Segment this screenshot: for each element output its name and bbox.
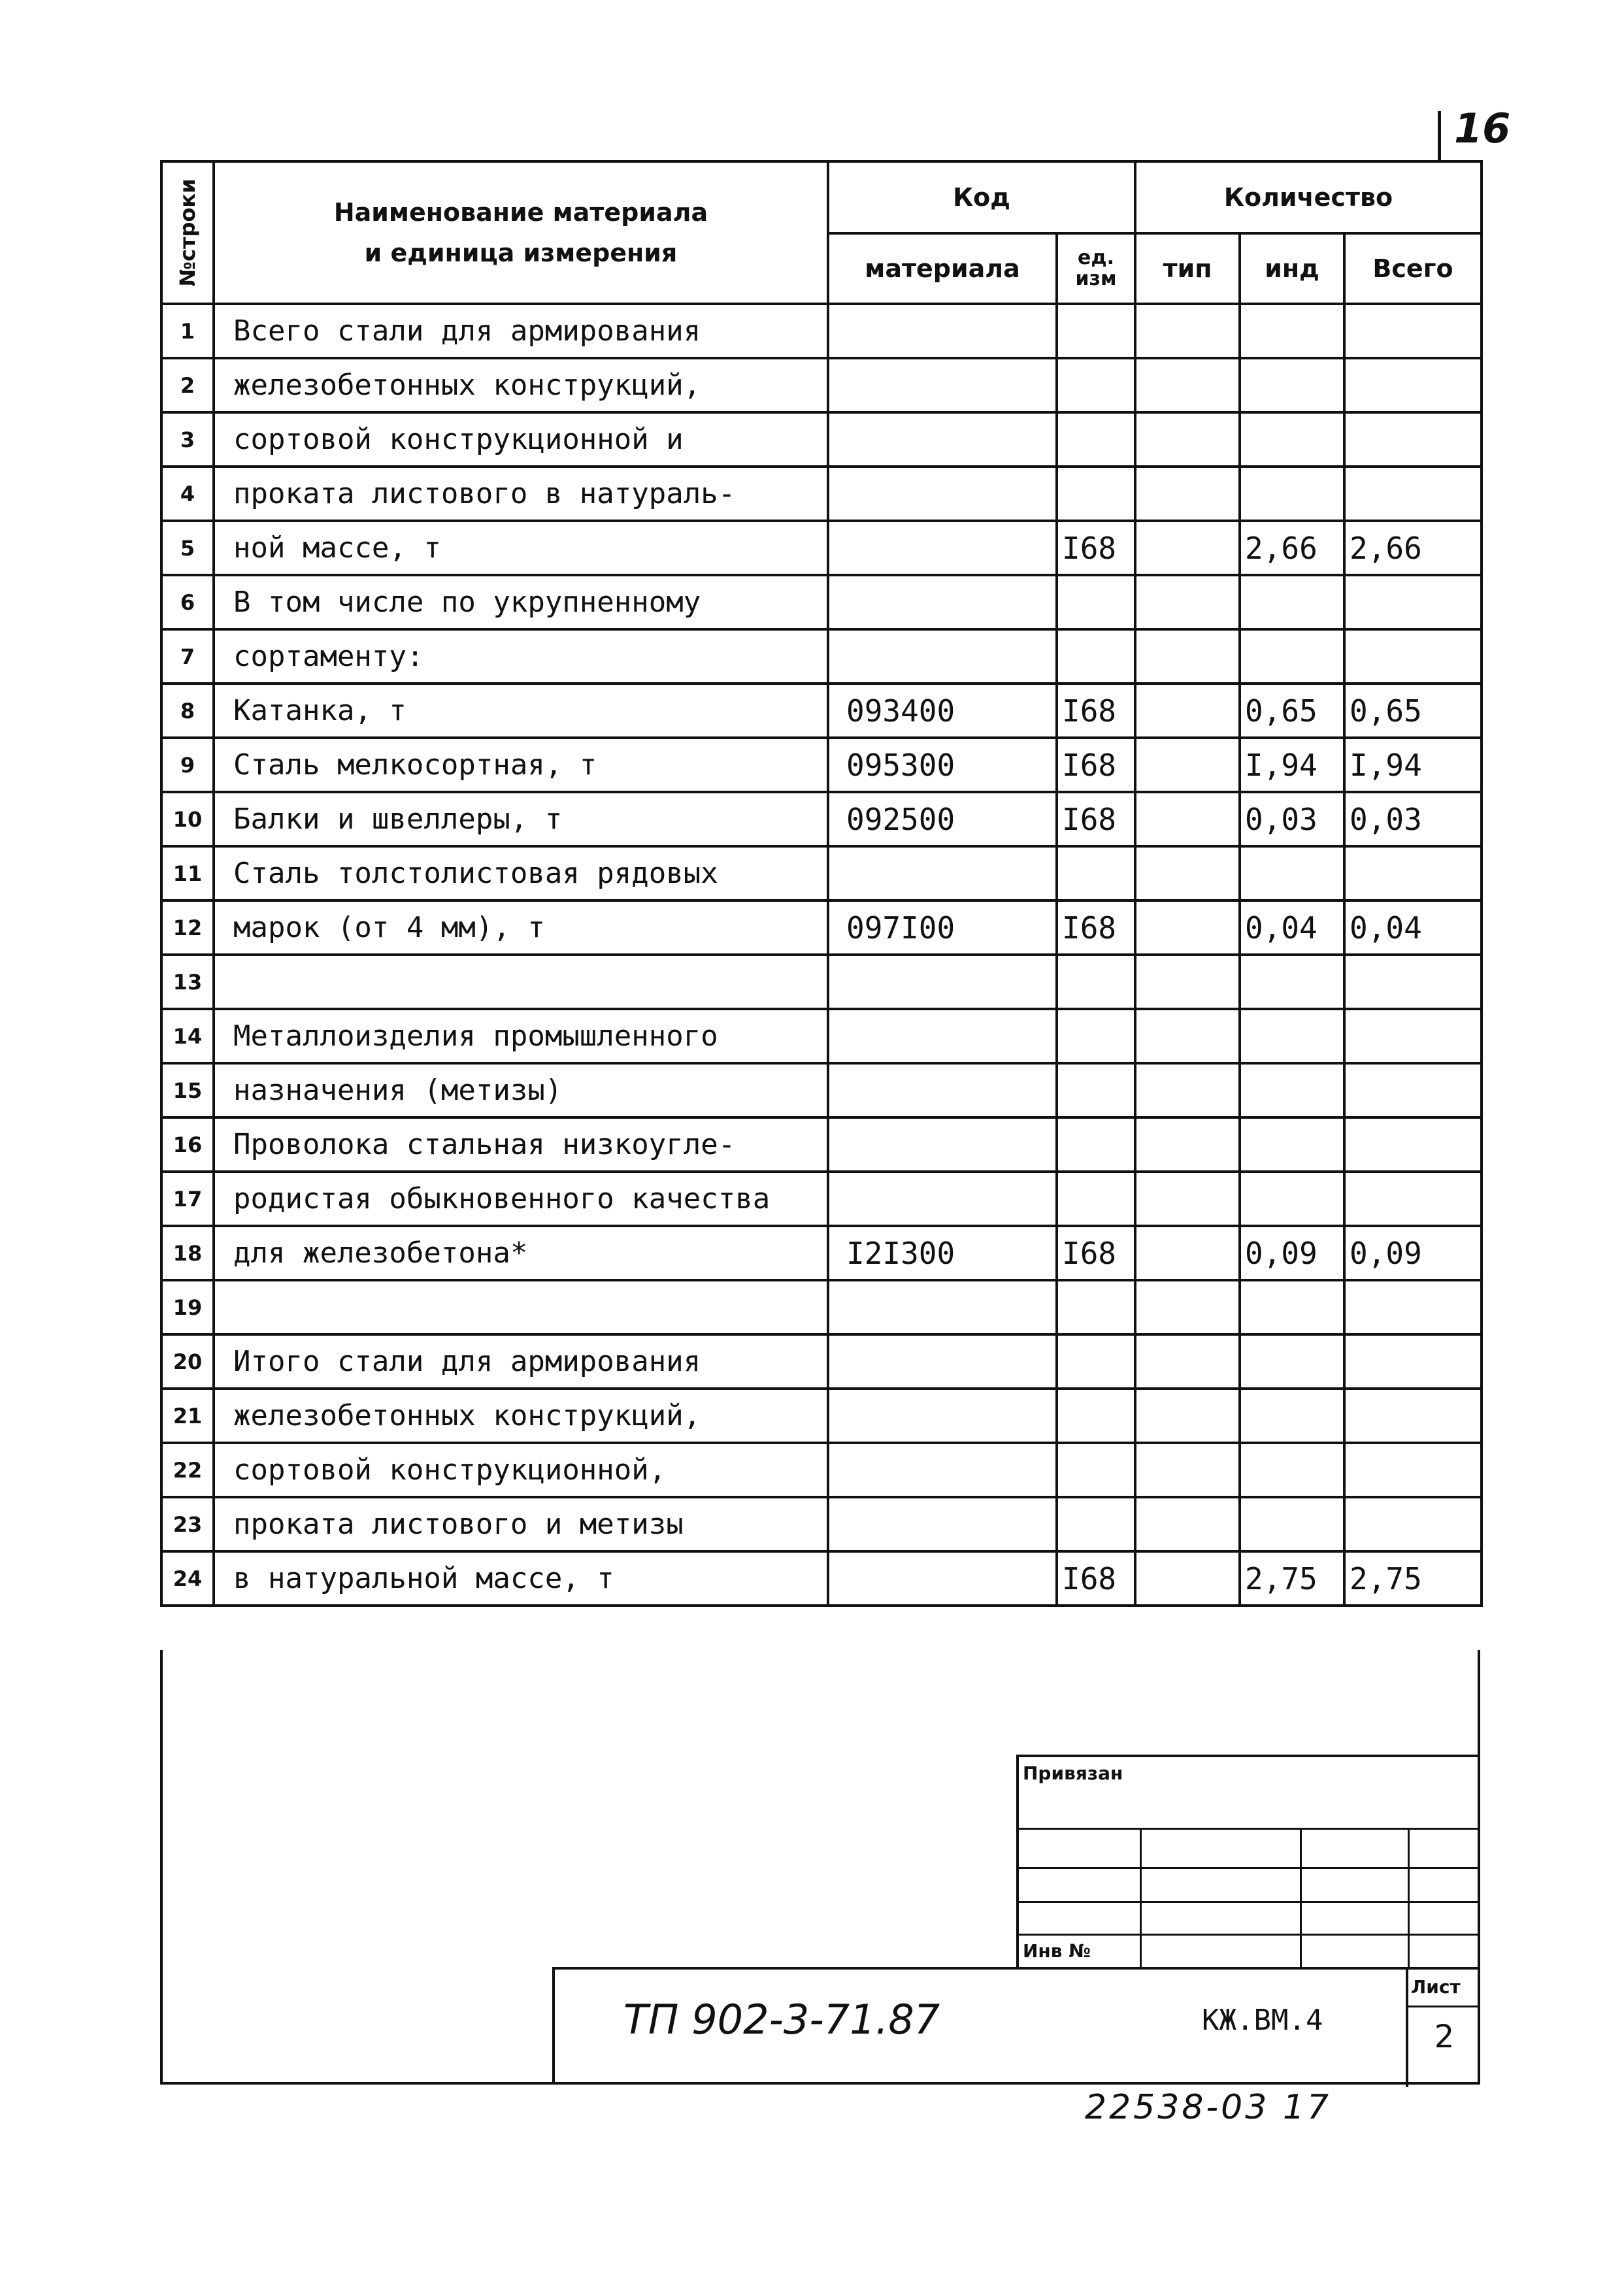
qty-ind: 0,65 — [1240, 684, 1344, 738]
table-row — [161, 1443, 1482, 1497]
qty-type — [1135, 1280, 1240, 1334]
unit-code: I68 — [1057, 521, 1135, 575]
material-code: I2I300 — [828, 1226, 1057, 1280]
material-code — [828, 1063, 1057, 1117]
qty-ind — [1240, 1389, 1344, 1443]
table-row — [161, 738, 1482, 792]
material-code — [828, 304, 1057, 358]
unit-code — [1057, 358, 1135, 412]
unit-code — [1057, 846, 1135, 900]
qty-type — [1135, 846, 1240, 900]
qty-ind — [1240, 1063, 1344, 1117]
qty-total: 0,03 — [1344, 792, 1482, 846]
qty-total — [1344, 955, 1482, 1009]
table-row — [161, 1389, 1482, 1443]
unit-code — [1057, 1117, 1135, 1172]
row-number: 12 — [161, 900, 214, 955]
table-row — [161, 955, 1482, 1009]
row-number: 10 — [161, 792, 214, 846]
qty-type — [1135, 1334, 1240, 1389]
qty-type — [1135, 629, 1240, 684]
material-code — [828, 1117, 1057, 1172]
stamp-inv-label: Инв № — [1023, 1940, 1091, 1962]
qty-total — [1344, 1117, 1482, 1172]
page-number: 16 — [1454, 105, 1511, 152]
material-code — [828, 1443, 1057, 1497]
material-code — [828, 1334, 1057, 1389]
table-row — [161, 1334, 1482, 1389]
material-name — [214, 1280, 828, 1334]
material-code — [828, 629, 1057, 684]
sheet-label: Лист — [1411, 1976, 1461, 1998]
material-code — [828, 575, 1057, 629]
unit-code: I68 — [1057, 684, 1135, 738]
material-name: Балки и швеллеры, т — [214, 792, 828, 846]
qty-total: I,94 — [1344, 738, 1482, 792]
material-code — [828, 467, 1057, 521]
qty-total — [1344, 629, 1482, 684]
qty-type — [1135, 900, 1240, 955]
table-row — [161, 1009, 1482, 1063]
material-code — [828, 412, 1057, 467]
qty-total: 2,75 — [1344, 1551, 1482, 1606]
qty-type — [1135, 521, 1240, 575]
qty-ind — [1240, 846, 1344, 900]
sheet-number: 2 — [1434, 2019, 1455, 2055]
qty-type — [1135, 955, 1240, 1009]
qty-ind — [1240, 412, 1344, 467]
qty-total: 0,09 — [1344, 1226, 1482, 1280]
material-code — [828, 1551, 1057, 1606]
table-row — [161, 412, 1482, 467]
material-code — [828, 1280, 1057, 1334]
row-number: 9 — [161, 738, 214, 792]
unit-code — [1057, 304, 1135, 358]
unit-code — [1057, 412, 1135, 467]
material-name: Проволока стальная низкоугле- — [214, 1117, 828, 1172]
qty-total — [1344, 1280, 1482, 1334]
material-name: Сталь мелкосортная, т — [214, 738, 828, 792]
table-row — [161, 1497, 1482, 1551]
unit-code — [1057, 955, 1135, 1009]
qty-type — [1135, 1551, 1240, 1606]
title-block — [552, 1967, 1480, 2085]
unit-code — [1057, 467, 1135, 521]
material-name: ной массе, т — [214, 521, 828, 575]
row-number: 2 — [161, 358, 214, 412]
binding-stamp — [1016, 1755, 1480, 1967]
qty-type — [1135, 684, 1240, 738]
qty-total — [1344, 1063, 1482, 1117]
header-material: материала — [828, 233, 1057, 304]
page-number-mark — [1438, 111, 1441, 160]
qty-type — [1135, 1389, 1240, 1443]
material-code — [828, 1389, 1057, 1443]
qty-ind — [1240, 629, 1344, 684]
row-number: 8 — [161, 684, 214, 738]
header-unit: ед. изм — [1057, 233, 1135, 304]
material-name: проката листового и метизы — [214, 1497, 828, 1551]
qty-type — [1135, 1063, 1240, 1117]
qty-type — [1135, 1009, 1240, 1063]
qty-type — [1135, 1117, 1240, 1172]
qty-total — [1344, 358, 1482, 412]
qty-type — [1135, 304, 1240, 358]
qty-ind: 0,03 — [1240, 792, 1344, 846]
material-name: марок (от 4 мм), т — [214, 900, 828, 955]
material-name — [214, 955, 828, 1009]
qty-total — [1344, 1497, 1482, 1551]
material-code — [828, 955, 1057, 1009]
unit-code — [1057, 1280, 1135, 1334]
row-number: 15 — [161, 1063, 214, 1117]
stamp-bound-label: Привязан — [1023, 1762, 1123, 1784]
row-number: 4 — [161, 467, 214, 521]
qty-ind — [1240, 955, 1344, 1009]
row-number: 7 — [161, 629, 214, 684]
qty-total — [1344, 1172, 1482, 1226]
materials-table — [160, 160, 1483, 1607]
table-row — [161, 1117, 1482, 1172]
row-number: 6 — [161, 575, 214, 629]
row-number: 17 — [161, 1172, 214, 1226]
material-code — [828, 846, 1057, 900]
table-row — [161, 629, 1482, 684]
table-row — [161, 846, 1482, 900]
qty-type — [1135, 467, 1240, 521]
header-quantity: Количество — [1135, 161, 1482, 233]
qty-total — [1344, 575, 1482, 629]
header-ind: инд — [1240, 233, 1344, 304]
unit-code — [1057, 1443, 1135, 1497]
material-name: железобетонных конструкций, — [214, 1389, 828, 1443]
qty-ind — [1240, 1334, 1344, 1389]
unit-code — [1057, 629, 1135, 684]
table-row — [161, 304, 1482, 358]
header-rownum: №строки — [161, 161, 214, 304]
material-code — [828, 358, 1057, 412]
qty-type — [1135, 575, 1240, 629]
header-total: Всего — [1344, 233, 1482, 304]
table-row — [161, 1551, 1482, 1606]
table-row — [161, 900, 1482, 955]
material-name: Всего стали для армирования — [214, 304, 828, 358]
qty-ind — [1240, 1280, 1344, 1334]
unit-code: I68 — [1057, 1551, 1135, 1606]
material-name: сортаменту: — [214, 629, 828, 684]
qty-ind — [1240, 1009, 1344, 1063]
qty-ind: I,94 — [1240, 738, 1344, 792]
table-row — [161, 1226, 1482, 1280]
material-code — [828, 1009, 1057, 1063]
footer-code: 22538-03 17 — [1085, 2088, 1332, 2127]
qty-total — [1344, 1443, 1482, 1497]
material-name: родистая обыкновенного качества — [214, 1172, 828, 1226]
qty-total — [1344, 1389, 1482, 1443]
material-name: в натуральной массе, т — [214, 1551, 828, 1606]
row-number: 1 — [161, 304, 214, 358]
material-name: для железобетона* — [214, 1226, 828, 1280]
row-number: 11 — [161, 846, 214, 900]
table-row — [161, 467, 1482, 521]
qty-ind: 2,75 — [1240, 1551, 1344, 1606]
qty-total: 0,65 — [1344, 684, 1482, 738]
material-code: 097I00 — [828, 900, 1057, 955]
unit-code — [1057, 1389, 1135, 1443]
material-code: 093400 — [828, 684, 1057, 738]
qty-total — [1344, 1334, 1482, 1389]
row-number: 20 — [161, 1334, 214, 1389]
material-code: 095300 — [828, 738, 1057, 792]
material-name: Итого стали для армирования — [214, 1334, 828, 1389]
qty-ind — [1240, 467, 1344, 521]
material-name: Металлоизделия промышленного — [214, 1009, 828, 1063]
qty-ind — [1240, 575, 1344, 629]
material-name: сортовой конструкционной и — [214, 412, 828, 467]
qty-type — [1135, 1172, 1240, 1226]
unit-code — [1057, 1334, 1135, 1389]
table-row — [161, 684, 1482, 738]
qty-type — [1135, 1497, 1240, 1551]
unit-code — [1057, 1172, 1135, 1226]
qty-ind: 0,09 — [1240, 1226, 1344, 1280]
material-code — [828, 1497, 1057, 1551]
qty-total — [1344, 846, 1482, 900]
qty-ind — [1240, 358, 1344, 412]
material-code — [828, 521, 1057, 575]
qty-type — [1135, 1443, 1240, 1497]
material-code: 092500 — [828, 792, 1057, 846]
qty-total — [1344, 412, 1482, 467]
table-row — [161, 1172, 1482, 1226]
table-row — [161, 521, 1482, 575]
row-number: 22 — [161, 1443, 214, 1497]
drawing-mark: КЖ.ВМ.4 — [1202, 2004, 1323, 2037]
row-number: 24 — [161, 1551, 214, 1606]
row-number: 21 — [161, 1389, 214, 1443]
material-name: Катанка, т — [214, 684, 828, 738]
unit-code — [1057, 1497, 1135, 1551]
qty-ind — [1240, 1172, 1344, 1226]
unit-code: I68 — [1057, 1226, 1135, 1280]
table-row — [161, 1280, 1482, 1334]
header-type: тип — [1135, 233, 1240, 304]
header-name: Наименование материала и единица измерения — [214, 161, 828, 304]
material-name: Сталь толстолистовая рядовых — [214, 846, 828, 900]
qty-type — [1135, 792, 1240, 846]
qty-type — [1135, 738, 1240, 792]
qty-ind: 0,04 — [1240, 900, 1344, 955]
qty-total — [1344, 467, 1482, 521]
material-name: назначения (метизы) — [214, 1063, 828, 1117]
row-number: 18 — [161, 1226, 214, 1280]
material-name: В том числе по укрупненному — [214, 575, 828, 629]
row-number: 3 — [161, 412, 214, 467]
unit-code: I68 — [1057, 900, 1135, 955]
project-code: ТП 902-3-71.87 — [623, 1996, 940, 2043]
qty-type — [1135, 412, 1240, 467]
unit-code — [1057, 575, 1135, 629]
qty-total — [1344, 304, 1482, 358]
row-number: 5 — [161, 521, 214, 575]
qty-ind — [1240, 1117, 1344, 1172]
material-name: проката листового в натураль- — [214, 467, 828, 521]
row-number: 23 — [161, 1497, 214, 1551]
header-code: Код — [828, 161, 1135, 233]
unit-code: I68 — [1057, 792, 1135, 846]
table-row — [161, 575, 1482, 629]
table-body — [161, 304, 1482, 1606]
unit-code — [1057, 1063, 1135, 1117]
qty-total: 0,04 — [1344, 900, 1482, 955]
qty-ind — [1240, 304, 1344, 358]
unit-code — [1057, 1009, 1135, 1063]
material-name: железобетонных конструкций, — [214, 358, 828, 412]
table-row — [161, 792, 1482, 846]
qty-total — [1344, 1009, 1482, 1063]
qty-ind — [1240, 1497, 1344, 1551]
row-number: 14 — [161, 1009, 214, 1063]
row-number: 13 — [161, 955, 214, 1009]
qty-type — [1135, 1226, 1240, 1280]
row-number: 16 — [161, 1117, 214, 1172]
table-row — [161, 1063, 1482, 1117]
qty-ind — [1240, 1443, 1344, 1497]
sheet-box — [1406, 1970, 1480, 2087]
qty-total: 2,66 — [1344, 521, 1482, 575]
qty-ind: 2,66 — [1240, 521, 1344, 575]
unit-code: I68 — [1057, 738, 1135, 792]
row-number: 19 — [161, 1280, 214, 1334]
material-name: сортовой конструкционной, — [214, 1443, 828, 1497]
qty-type — [1135, 358, 1240, 412]
material-code — [828, 1172, 1057, 1226]
table-row — [161, 358, 1482, 412]
